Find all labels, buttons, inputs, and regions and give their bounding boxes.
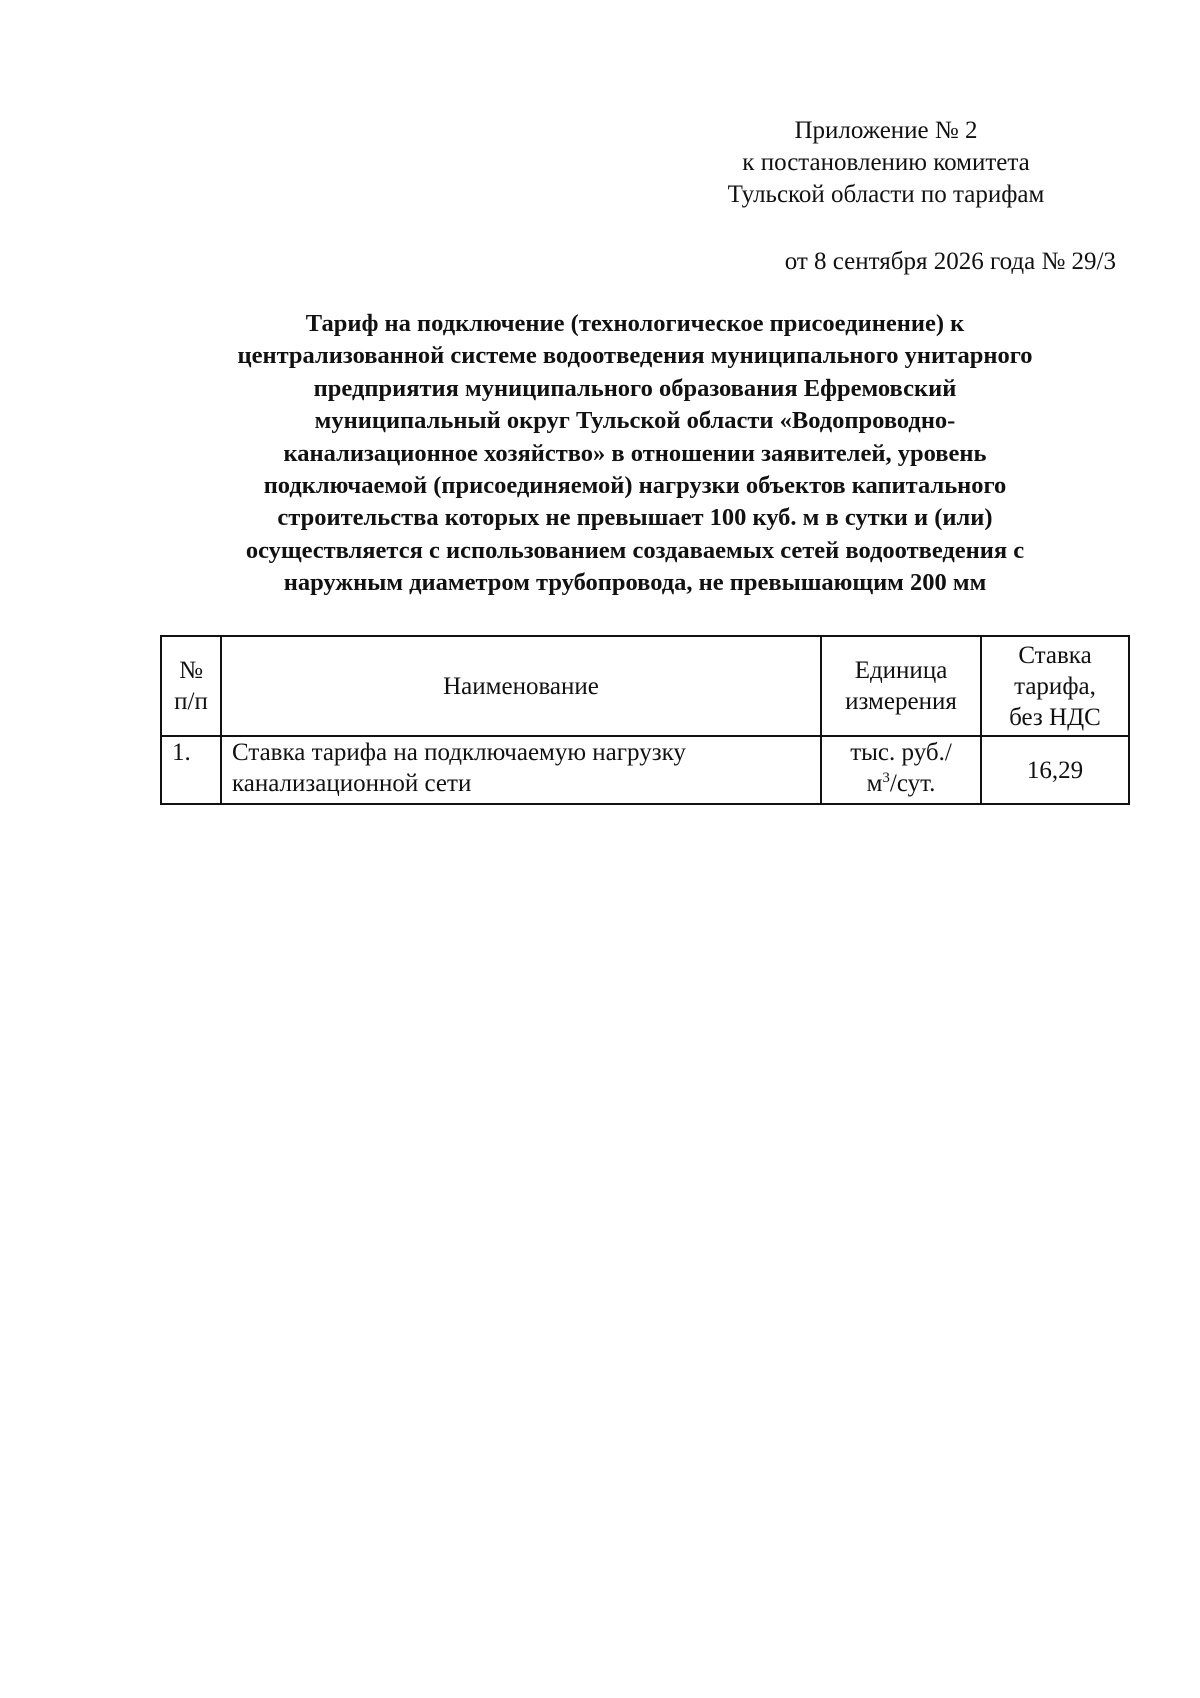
header-unit: Единица измерения: [821, 636, 981, 736]
row-rate: 16,29: [981, 736, 1129, 804]
table-row: [161, 736, 1129, 804]
title-line: муниципальный округ Тульской области «Водопроводно-: [314, 407, 956, 435]
title-line: канализационное хозяйство» в отношении заявителей, уровень: [283, 439, 987, 467]
appendix-decree-line: к постановлению комитета: [742, 149, 1030, 176]
row-name: Ставка тарифа на подключаемую нагрузку канализационной сети: [221, 736, 821, 804]
title-line: наружным диаметром трубопровода, не превышающим 200 мм: [283, 569, 987, 597]
appendix-committee-line: Тульской области по тарифам: [727, 181, 1045, 208]
title-line: осуществляется с использованием создаваемых сетей водоотведения с: [245, 536, 1025, 564]
header-name: Наименование: [221, 636, 821, 736]
title-line: централизованной системе водоотведения муниципального унитарного: [237, 342, 1033, 370]
title-line: Тариф на подключение (технологическое присоединение) к: [305, 310, 965, 337]
header-rate: Ставка тарифа, без НДС: [981, 636, 1129, 736]
header-number: № п/п: [161, 636, 221, 736]
title-line: строительства которых не превышает 100 куб. м в сутки и (или): [277, 504, 993, 532]
decree-date-number: от 8 сентября 2026 года № 29/3: [784, 248, 1116, 275]
title-line: предприятия муниципального образования Ефремовский: [313, 374, 957, 402]
row-unit: тыс. руб./ $м^3$/сут.: [821, 736, 981, 804]
row-number: 1.: [161, 736, 221, 804]
document-title: [160, 308, 1110, 600]
table-header-row: [161, 636, 1129, 736]
appendix-header: [656, 115, 1116, 211]
title-line: подключаемой (присоединяемой) нагрузки объектов капитального: [263, 472, 1007, 500]
tariff-table: [160, 635, 1130, 805]
appendix-number: Приложение № 2: [794, 117, 978, 144]
